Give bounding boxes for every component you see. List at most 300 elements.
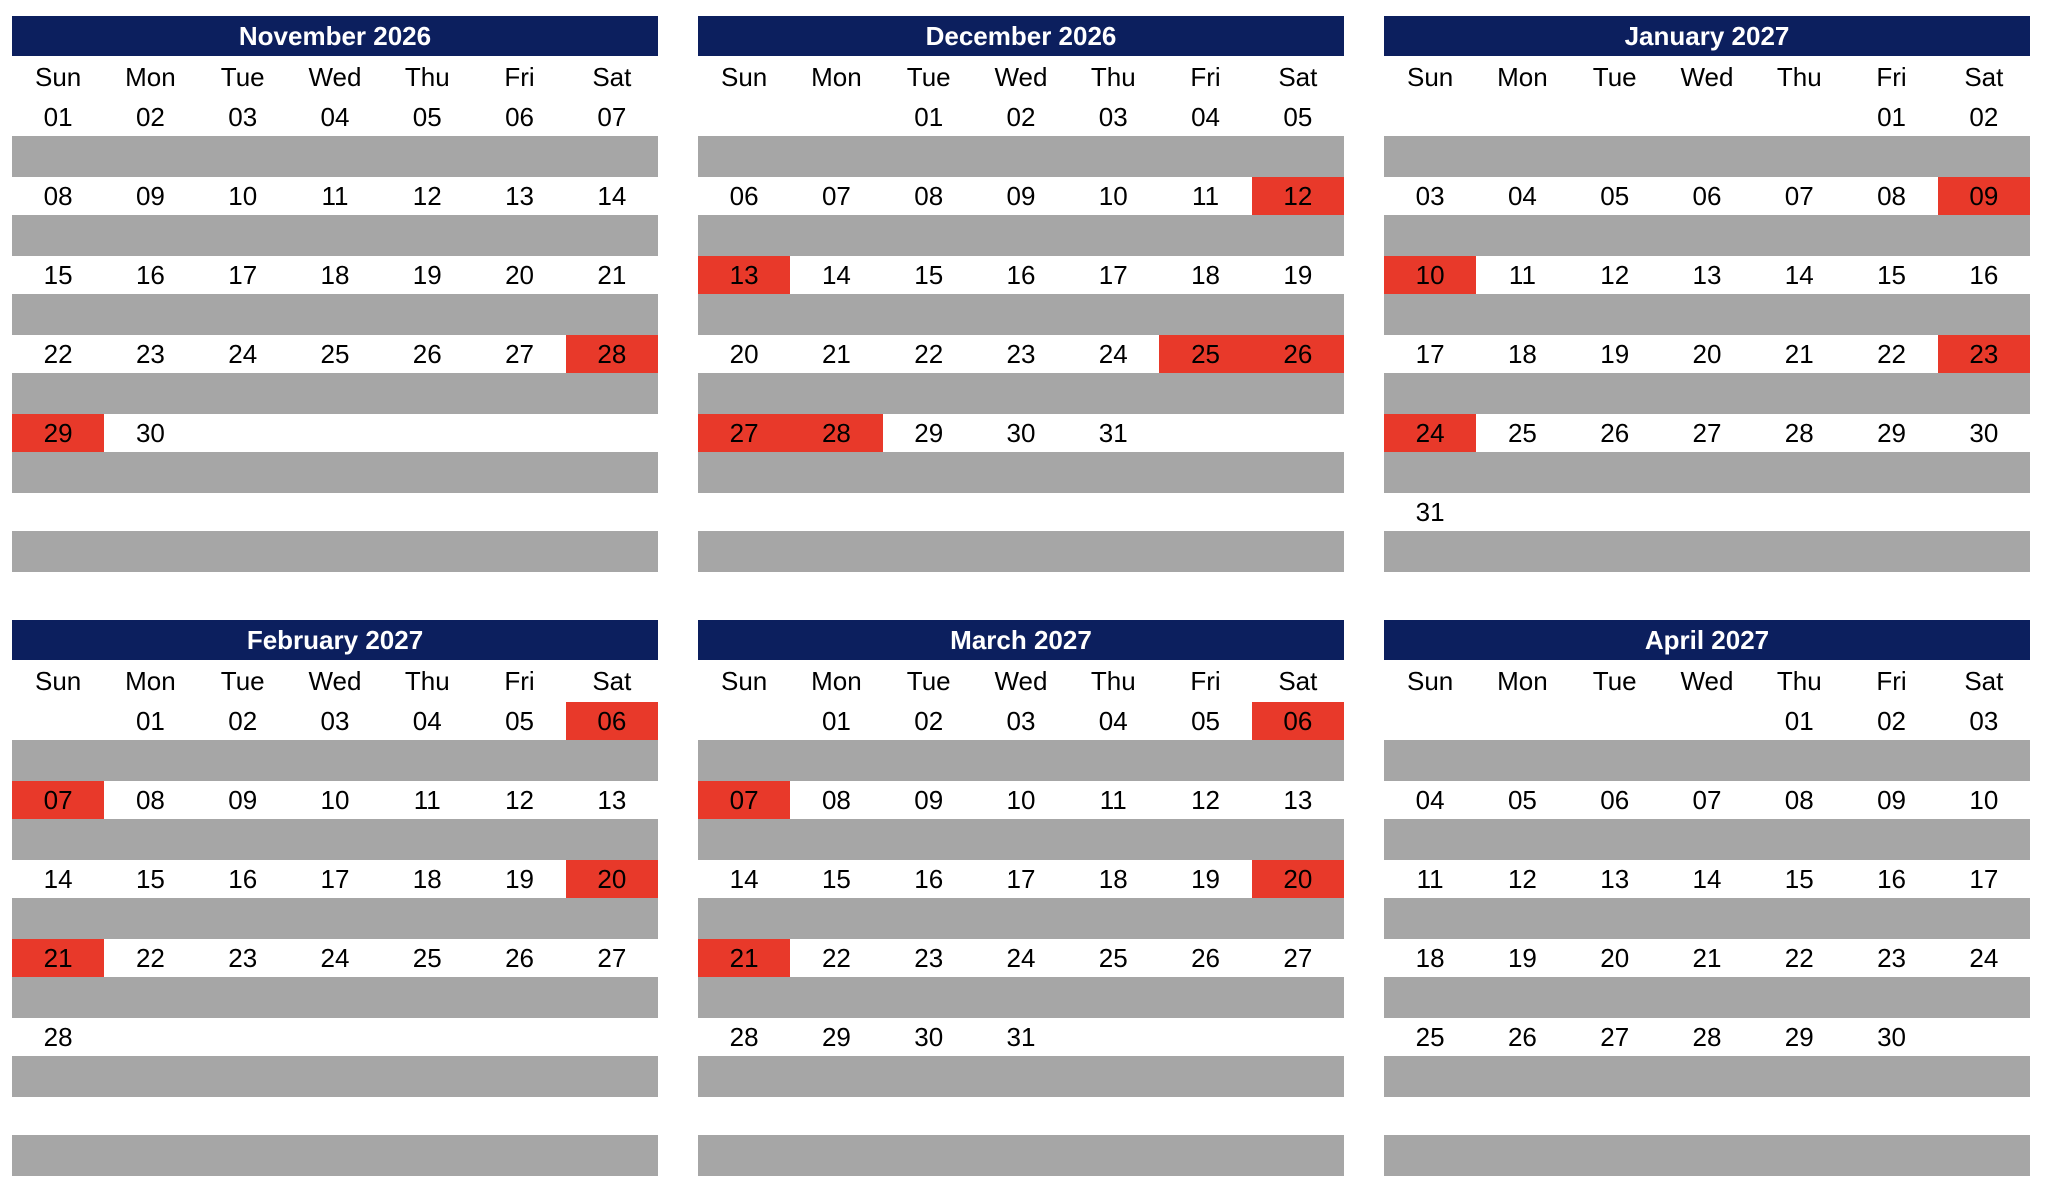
day-cell: 26 — [1507, 1022, 1537, 1052]
weekday-label: Tue — [220, 666, 265, 696]
weekday-label: Thu — [404, 62, 450, 92]
week-row — [1384, 177, 2030, 215]
day-cell: 23 — [1938, 335, 2030, 373]
day-cell: 17 — [228, 260, 258, 290]
day-cell: 18 — [320, 260, 350, 290]
day-cell: 17 — [1006, 864, 1036, 894]
day-cell: 06 — [505, 102, 534, 132]
day-cell: 20 — [1692, 339, 1722, 369]
day-cell: 23 — [228, 943, 258, 973]
day-cell: 20 — [566, 860, 658, 898]
day-cell: 10 — [320, 785, 350, 815]
day-cell: 08 — [1784, 785, 1814, 815]
day-cell: 05 — [1283, 102, 1313, 132]
day-cell: 21 — [12, 939, 104, 977]
day-cell: 17 — [1098, 260, 1128, 290]
week-row — [698, 1097, 1344, 1135]
day-cell: 13 — [1692, 260, 1722, 290]
empty-day-cell — [473, 1097, 565, 1135]
gray-band — [698, 452, 1344, 493]
empty-day-cell — [12, 1097, 104, 1135]
day-cell: 06 — [729, 181, 759, 211]
week-row — [12, 493, 658, 531]
day-cell: 26 — [1600, 418, 1630, 448]
gray-band — [12, 373, 658, 414]
week-row — [12, 939, 658, 977]
day-cell: 22 — [1877, 339, 1906, 369]
empty-day-cell — [1159, 1097, 1251, 1135]
weekday-label: Wed — [994, 666, 1048, 696]
day-cell: 12 — [1600, 260, 1630, 290]
day-cell: 05 — [1600, 181, 1630, 211]
weekday-header-row — [12, 56, 658, 98]
weekday-label: Sat — [1278, 666, 1318, 696]
empty-day-cell — [197, 1097, 289, 1135]
weekday-label: Wed — [1680, 62, 1734, 92]
empty-day-cell — [197, 493, 289, 531]
day-cell: 05 — [1191, 706, 1220, 736]
month-calendar — [1384, 620, 2030, 1176]
day-cell: 29 — [12, 414, 104, 452]
week-row — [698, 177, 1344, 215]
day-cell: 25 — [1507, 418, 1537, 448]
weekday-label: Mon — [811, 666, 862, 696]
weekday-label: Sat — [592, 62, 632, 92]
gray-band — [698, 1056, 1344, 1097]
week-row — [698, 256, 1344, 294]
week-row — [698, 493, 1344, 531]
empty-day-cell — [1384, 98, 1476, 136]
day-cell: 29 — [914, 418, 944, 448]
day-cell: 14 — [1784, 260, 1814, 290]
weekday-label: Thu — [1776, 666, 1822, 696]
gray-band — [12, 819, 658, 860]
day-cell: 08 — [135, 785, 165, 815]
day-cell: 04 — [412, 706, 442, 736]
day-cell: 01 — [914, 102, 944, 132]
day-cell: 30 — [1969, 418, 1999, 448]
day-cell: 12 — [412, 181, 442, 211]
day-cell: 14 — [729, 864, 759, 894]
gray-band — [698, 898, 1344, 939]
day-cell: 24 — [320, 943, 350, 973]
day-cell: 02 — [1006, 102, 1036, 132]
day-cell: 29 — [821, 1022, 851, 1052]
gray-band — [1384, 531, 2030, 572]
weekday-label: Thu — [1090, 62, 1136, 92]
empty-day-cell — [1938, 1097, 2030, 1135]
empty-day-cell — [790, 1097, 882, 1135]
day-cell: 30 — [914, 1022, 944, 1052]
day-cell: 25 — [1098, 943, 1128, 973]
week-row — [698, 860, 1344, 898]
day-cell: 01 — [135, 706, 165, 736]
day-cell: 14 — [597, 181, 627, 211]
weekday-label: Thu — [404, 666, 450, 696]
weekday-label: Fri — [504, 62, 535, 92]
day-cell: 27 — [597, 943, 627, 973]
day-cell: 28 — [790, 414, 882, 452]
empty-day-cell — [698, 493, 790, 531]
empty-day-cell — [1938, 1018, 2030, 1056]
gray-band — [1384, 898, 2030, 939]
empty-day-cell — [566, 493, 658, 531]
weekday-header-row — [12, 660, 658, 702]
day-cell: 08 — [43, 181, 73, 211]
day-cell: 28 — [1784, 418, 1814, 448]
day-cell: 09 — [228, 785, 258, 815]
gray-band — [698, 136, 1344, 177]
empty-day-cell — [104, 493, 196, 531]
weekday-label: Tue — [1592, 666, 1637, 696]
day-cell: 12 — [1507, 864, 1537, 894]
gray-band — [1384, 1135, 2030, 1176]
weekday-label: Fri — [1876, 666, 1907, 696]
day-cell: 17 — [320, 864, 350, 894]
day-cell: 19 — [1600, 339, 1630, 369]
day-cell: 15 — [135, 864, 165, 894]
weekday-label: Sun — [1407, 666, 1454, 696]
empty-day-cell — [197, 414, 289, 452]
day-cell: 20 — [1600, 943, 1630, 973]
week-row — [698, 414, 1344, 452]
empty-day-cell — [1252, 1018, 1344, 1056]
weekday-label: Sun — [35, 666, 82, 696]
day-cell: 19 — [1191, 864, 1220, 894]
weekday-header-row — [698, 56, 1344, 98]
gray-band — [1384, 977, 2030, 1018]
empty-day-cell — [566, 414, 658, 452]
empty-day-cell — [566, 1097, 658, 1135]
empty-day-cell — [1476, 98, 1568, 136]
day-cell: 18 — [1415, 943, 1445, 973]
empty-day-cell — [566, 1018, 658, 1056]
empty-day-cell — [1252, 493, 1344, 531]
gray-band — [1384, 294, 2030, 335]
day-cell: 28 — [43, 1022, 73, 1052]
day-cell: 25 — [1415, 1022, 1445, 1052]
day-cell: 28 — [566, 335, 658, 373]
empty-day-cell — [1159, 1018, 1251, 1056]
weekday-header-row — [698, 660, 1344, 702]
gray-band — [698, 373, 1344, 414]
weekday-label: Sun — [721, 62, 768, 92]
month-calendar — [1384, 16, 2030, 572]
weekday-label: Fri — [1190, 62, 1221, 92]
day-cell: 12 — [1191, 785, 1220, 815]
empty-day-cell — [1476, 1097, 1568, 1135]
weekday-label: Sat — [592, 666, 632, 696]
week-row — [12, 702, 658, 740]
week-row — [1384, 98, 2030, 136]
day-cell: 11 — [413, 785, 441, 815]
day-cell: 30 — [1877, 1022, 1906, 1052]
empty-day-cell — [1569, 1097, 1661, 1135]
weekday-header-row — [1384, 660, 2030, 702]
day-cell: 25 — [320, 339, 350, 369]
empty-day-cell — [473, 414, 565, 452]
week-row — [1384, 702, 2030, 740]
day-cell: 16 — [228, 864, 258, 894]
day-cell: 21 — [1784, 339, 1814, 369]
day-cell: 29 — [1877, 418, 1906, 448]
empty-day-cell — [790, 493, 882, 531]
weekday-label: Sun — [1407, 62, 1454, 92]
empty-day-cell — [1569, 98, 1661, 136]
month-title: March 2027 — [698, 620, 1344, 660]
day-cell: 25 — [412, 943, 442, 973]
week-row — [12, 1018, 658, 1056]
day-cell: 10 — [1969, 785, 1999, 815]
week-row — [12, 1097, 658, 1135]
empty-day-cell — [104, 1097, 196, 1135]
day-cell: 13 — [1600, 864, 1630, 894]
empty-day-cell — [1661, 98, 1753, 136]
day-cell: 11 — [1508, 260, 1536, 290]
month-calendar — [12, 620, 658, 1176]
week-row — [1384, 781, 2030, 819]
empty-day-cell — [381, 493, 473, 531]
week-row — [1384, 1097, 2030, 1135]
day-cell: 08 — [821, 785, 851, 815]
month-calendar — [698, 620, 1344, 1176]
empty-day-cell — [1569, 493, 1661, 531]
day-cell: 10 — [1098, 181, 1128, 211]
day-cell: 24 — [1969, 943, 1999, 973]
gray-band — [698, 1135, 1344, 1176]
day-cell: 07 — [1784, 181, 1814, 211]
day-cell: 28 — [1692, 1022, 1722, 1052]
day-cell: 22 — [914, 339, 944, 369]
empty-day-cell — [1159, 414, 1251, 452]
day-cell: 18 — [1191, 260, 1220, 290]
day-cell: 07 — [698, 781, 790, 819]
empty-day-cell — [1476, 493, 1568, 531]
day-cell: 02 — [914, 706, 944, 736]
weekday-label: Tue — [906, 666, 951, 696]
empty-day-cell — [883, 1097, 975, 1135]
gray-band — [698, 294, 1344, 335]
day-cell: 23 — [914, 943, 944, 973]
weekday-label: Mon — [125, 62, 176, 92]
week-row — [698, 335, 1344, 373]
day-cell: 03 — [228, 102, 258, 132]
empty-day-cell — [1384, 1097, 1476, 1135]
weekday-label: Fri — [1190, 666, 1221, 696]
gray-band — [698, 740, 1344, 781]
month-title: November 2026 — [12, 16, 658, 56]
day-cell: 24 — [1006, 943, 1036, 973]
day-cell: 15 — [914, 260, 944, 290]
empty-day-cell — [1845, 1097, 1937, 1135]
empty-day-cell — [1159, 493, 1251, 531]
week-row — [698, 939, 1344, 977]
day-cell: 21 — [597, 260, 627, 290]
empty-day-cell — [1252, 1097, 1344, 1135]
day-cell: 05 — [412, 102, 442, 132]
week-row — [12, 860, 658, 898]
day-cell: 22 — [821, 943, 851, 973]
weekday-label: Tue — [906, 62, 951, 92]
day-cell: 27 — [1283, 943, 1313, 973]
day-cell: 21 — [821, 339, 851, 369]
gray-band — [12, 136, 658, 177]
day-cell: 09 — [1938, 177, 2030, 215]
day-cell: 17 — [1969, 864, 1999, 894]
weekday-label: Wed — [994, 62, 1048, 92]
weekday-label: Mon — [1497, 666, 1548, 696]
day-cell: 31 — [1006, 1022, 1036, 1052]
day-cell: 19 — [1507, 943, 1537, 973]
empty-day-cell — [698, 98, 790, 136]
day-cell: 27 — [505, 339, 534, 369]
day-cell: 16 — [1969, 260, 1999, 290]
empty-day-cell — [698, 702, 790, 740]
empty-day-cell — [975, 1097, 1067, 1135]
day-cell: 26 — [505, 943, 534, 973]
day-cell: 14 — [821, 260, 851, 290]
weekday-label: Thu — [1776, 62, 1822, 92]
weekday-header-row — [1384, 56, 2030, 98]
week-row — [1384, 335, 2030, 373]
empty-day-cell — [790, 98, 882, 136]
day-cell: 14 — [43, 864, 73, 894]
weekday-label: Tue — [220, 62, 265, 92]
day-cell: 18 — [1098, 864, 1128, 894]
day-cell: 10 — [228, 181, 258, 211]
day-cell: 12 — [505, 785, 534, 815]
day-cell: 19 — [505, 864, 534, 894]
day-cell: 06 — [1252, 702, 1344, 740]
week-row — [12, 781, 658, 819]
empty-day-cell — [1938, 493, 2030, 531]
day-cell: 04 — [1191, 102, 1220, 132]
day-cell: 18 — [1507, 339, 1537, 369]
day-cell: 25 — [1159, 335, 1251, 373]
gray-band — [12, 740, 658, 781]
day-cell: 26 — [1191, 943, 1220, 973]
day-cell: 04 — [1415, 785, 1445, 815]
day-cell: 21 — [698, 939, 790, 977]
empty-day-cell — [1067, 1018, 1159, 1056]
gray-band — [698, 977, 1344, 1018]
empty-day-cell — [1753, 493, 1845, 531]
gray-band — [12, 215, 658, 256]
month-title: January 2027 — [1384, 16, 2030, 56]
week-row — [1384, 939, 2030, 977]
day-cell: 10 — [1006, 785, 1036, 815]
day-cell: 28 — [729, 1022, 759, 1052]
week-row — [698, 702, 1344, 740]
day-cell: 06 — [1692, 181, 1722, 211]
week-row — [698, 1018, 1344, 1056]
day-cell: 22 — [43, 339, 73, 369]
day-cell: 12 — [1252, 177, 1344, 215]
gray-band — [12, 977, 658, 1018]
day-cell: 02 — [228, 706, 258, 736]
day-cell: 03 — [1415, 181, 1445, 211]
day-cell: 11 — [1099, 785, 1127, 815]
empty-day-cell — [1067, 1097, 1159, 1135]
day-cell: 22 — [135, 943, 165, 973]
empty-day-cell — [12, 702, 104, 740]
day-cell: 31 — [1098, 418, 1128, 448]
week-row — [12, 414, 658, 452]
day-cell: 08 — [914, 181, 944, 211]
gray-band — [1384, 215, 2030, 256]
day-cell: 19 — [1283, 260, 1313, 290]
day-cell: 09 — [135, 181, 165, 211]
month-title: December 2026 — [698, 16, 1344, 56]
week-row — [12, 98, 658, 136]
weekday-label: Fri — [1876, 62, 1907, 92]
day-cell: 24 — [1384, 414, 1476, 452]
day-cell: 13 — [505, 181, 534, 211]
day-cell: 03 — [320, 706, 350, 736]
day-cell: 17 — [1415, 339, 1445, 369]
month-calendar — [12, 16, 658, 572]
month-title: April 2027 — [1384, 620, 2030, 660]
empty-day-cell — [289, 1097, 381, 1135]
month-calendar — [698, 16, 1344, 572]
month-title: February 2027 — [12, 620, 658, 660]
gray-band — [12, 452, 658, 493]
gray-band — [1384, 136, 2030, 177]
day-cell: 15 — [43, 260, 73, 290]
weekday-label: Sat — [1964, 666, 2004, 696]
day-cell: 05 — [1507, 785, 1537, 815]
gray-band — [1384, 452, 2030, 493]
day-cell: 13 — [1283, 785, 1313, 815]
empty-day-cell — [473, 493, 565, 531]
empty-day-cell — [1661, 1097, 1753, 1135]
day-cell: 10 — [1384, 256, 1476, 294]
day-cell: 27 — [1692, 418, 1722, 448]
day-cell: 27 — [1600, 1022, 1630, 1052]
day-cell: 11 — [1416, 864, 1444, 894]
week-row — [698, 98, 1344, 136]
day-cell: 27 — [698, 414, 790, 452]
day-cell: 14 — [1692, 864, 1722, 894]
day-cell: 20 — [729, 339, 759, 369]
day-cell: 09 — [1006, 181, 1036, 211]
day-cell: 08 — [1877, 181, 1906, 211]
week-row — [698, 781, 1344, 819]
empty-day-cell — [1476, 702, 1568, 740]
week-row — [12, 256, 658, 294]
week-row — [1384, 1018, 2030, 1056]
day-cell: 11 — [321, 181, 349, 211]
day-cell: 07 — [12, 781, 104, 819]
gray-band — [1384, 819, 2030, 860]
weekday-label: Tue — [1592, 62, 1637, 92]
weekday-label: Wed — [308, 62, 362, 92]
day-cell: 04 — [1098, 706, 1128, 736]
empty-day-cell — [12, 493, 104, 531]
day-cell: 04 — [1507, 181, 1537, 211]
day-cell: 07 — [1692, 785, 1722, 815]
day-cell: 20 — [505, 260, 534, 290]
empty-day-cell — [197, 1018, 289, 1056]
empty-day-cell — [289, 1018, 381, 1056]
day-cell: 16 — [1006, 260, 1036, 290]
gray-band — [1384, 740, 2030, 781]
weekday-label: Sat — [1278, 62, 1318, 92]
gray-band — [698, 215, 1344, 256]
weekday-label: Mon — [811, 62, 862, 92]
empty-day-cell — [289, 414, 381, 452]
weekday-label: Sat — [1964, 62, 2004, 92]
